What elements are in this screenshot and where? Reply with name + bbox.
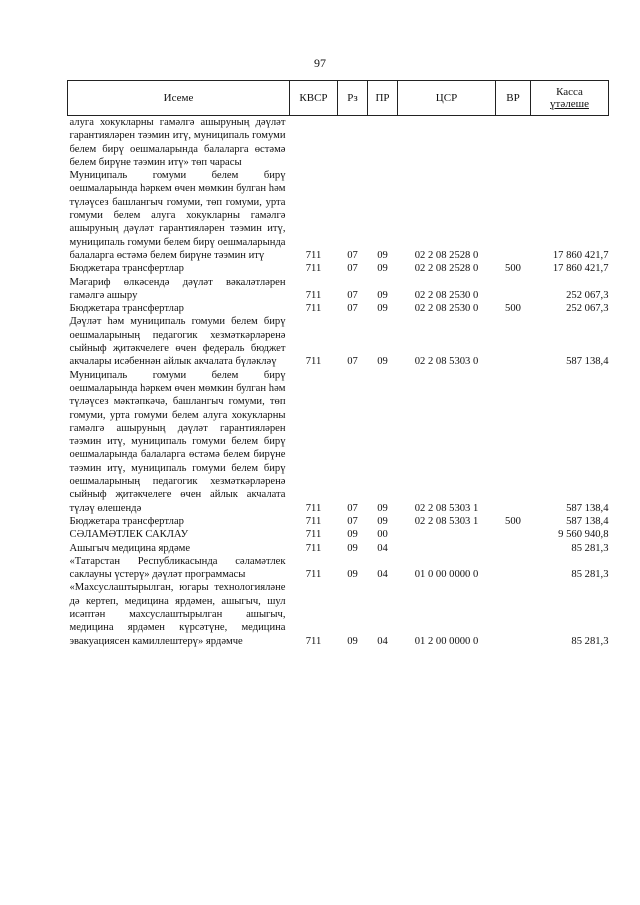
- header-pr: ПР: [368, 81, 398, 116]
- header-name: Исеме: [68, 81, 290, 116]
- cell-name: Ашыгыч медицина ярдәме: [69, 542, 191, 554]
- cell-pr: 09: [377, 249, 388, 261]
- cell-pr: [368, 116, 398, 170]
- cell-vr: [496, 276, 531, 303]
- header-csr: ЦСР: [398, 81, 496, 116]
- cell-amount: 9 560 940,8: [558, 529, 609, 541]
- cell-name: «Татарстан Республикасында сәламәтлек саклауны үстерү» дәүләт программасы: [69, 555, 286, 581]
- cell-kvsr: 711: [305, 569, 322, 581]
- table-header-row: [68, 81, 609, 116]
- table-row: [68, 369, 609, 515]
- cell-csr: 02 2 08 2530 0: [414, 303, 479, 315]
- header-kassa-line1: Касса: [556, 86, 583, 98]
- cell-vr: 500: [505, 263, 521, 275]
- cell-pr: 09: [377, 502, 388, 514]
- header-vr: ВР: [496, 81, 531, 116]
- cell-name: Бюджетара трансфертлар: [69, 263, 184, 275]
- table-row: [68, 262, 609, 275]
- cell-pr: 00: [377, 529, 388, 541]
- table-row: [68, 315, 609, 368]
- table-row: [68, 528, 609, 541]
- cell-rz: 07: [347, 289, 358, 301]
- cell-amount: 85 281,3: [571, 635, 609, 647]
- cell-name: Мәгариф өлкәсендә дәүләт вәкаләтләрен гамәлгә ашыру: [69, 276, 286, 301]
- cell-amount: 17 860 421,7: [552, 249, 609, 261]
- cell-kvsr: 711: [305, 502, 322, 514]
- cell-name: «Махсуслаштырылган, югары технологияләне дә кертеп, медицина ярдәмен, ашыгыч, шул исәптән махсуслаштырылган ашыгыч, медицина ярдәмен күрсәтүне, медицина эвакуациясен камиллештерү» ярдәмче: [69, 582, 286, 647]
- cell-vr: [496, 169, 531, 262]
- cell-csr: 02 2 08 2528 0: [414, 263, 479, 275]
- cell-vr: [496, 315, 531, 368]
- cell-rz: 07: [347, 356, 358, 368]
- cell-kvsr: 711: [305, 249, 322, 261]
- cell-amount: 252 067,3: [566, 289, 609, 301]
- header-kassa-line2: үтәлеше: [550, 98, 589, 110]
- cell-rz: 09: [347, 529, 358, 541]
- cell-amount: 587 138,4: [566, 502, 609, 514]
- cell-csr: 02 2 08 2530 0: [414, 289, 479, 301]
- cell-kvsr: [290, 116, 338, 170]
- cell-pr: 09: [377, 303, 388, 315]
- cell-amount: 587 138,4: [566, 356, 609, 368]
- cell-rz: 07: [347, 515, 358, 527]
- cell-pr: 09: [377, 356, 388, 368]
- cell-rz: 07: [347, 249, 358, 261]
- cell-vr: 500: [505, 515, 521, 527]
- cell-pr: 04: [377, 542, 388, 554]
- cell-csr: 02 2 08 5303 1: [414, 502, 479, 514]
- cell-vr: [496, 581, 531, 647]
- cell-rz: 07: [347, 303, 358, 315]
- cell-rz: 09: [347, 542, 358, 554]
- table-row: [68, 116, 609, 170]
- cell-amount: [531, 116, 609, 170]
- cell-kvsr: 711: [305, 515, 322, 527]
- cell-rz: 07: [347, 263, 358, 275]
- cell-vr: 500: [505, 303, 521, 315]
- cell-amount: 17 860 421,7: [552, 263, 609, 275]
- table-row: [68, 542, 609, 555]
- cell-name: Бюджетара трансфертлар: [69, 303, 184, 315]
- cell-amount: 252 067,3: [566, 303, 609, 315]
- cell-pr: 04: [377, 569, 388, 581]
- page-number: 97: [314, 56, 326, 70]
- cell-csr: 02 2 08 5303 0: [414, 356, 479, 368]
- cell-amount: 85 281,3: [571, 542, 609, 554]
- cell-name: СӘЛАМӘТЛЕК САКЛАУ: [69, 529, 189, 541]
- cell-kvsr: 711: [305, 635, 322, 647]
- cell-rz: 07: [347, 502, 358, 514]
- cell-kvsr: 711: [305, 529, 322, 541]
- cell-amount: 85 281,3: [571, 569, 609, 581]
- cell-vr: [496, 116, 531, 170]
- cell-rz: 09: [347, 569, 358, 581]
- cell-kvsr: 711: [305, 289, 322, 301]
- table-row: [68, 169, 609, 262]
- cell-vr: [496, 555, 531, 582]
- cell-pr: 04: [377, 635, 388, 647]
- cell-kvsr: 711: [305, 263, 322, 275]
- cell-name: Бюджетара трансфертлар: [69, 515, 184, 527]
- header-kvsr: КВСР: [290, 81, 338, 116]
- cell-kvsr: 711: [305, 356, 322, 368]
- cell-csr: 01 2 00 0000 0: [414, 635, 479, 647]
- table-row: [68, 581, 609, 647]
- cell-csr: 01 0 00 0000 0: [414, 569, 479, 581]
- cell-csr: [398, 528, 496, 541]
- table-row: [68, 515, 609, 528]
- cell-name: Дәүләт һәм муниципаль гомуми белем бирү оешмаларының педагогик хезмәткәрләренә сыйныф җитәкчелеге өчен федераль бюджет акчалары исәбеннән айлык акчалата бүләкләү: [69, 316, 286, 368]
- cell-name: алуга хокукларны гамәлгә ашыруның дәүләт гарантияләрен тәэмин итү, муниципаль гомуми белем бирү оешмаларында балаларга өстәмә белем бирүне тәэмин итү» төп чарасы: [69, 117, 286, 168]
- cell-vr: [496, 528, 531, 541]
- cell-rz: [338, 116, 368, 170]
- cell-csr: 02 2 08 2528 0: [414, 249, 479, 261]
- cell-name: Муниципаль гомуми белем бирү оешмаларында һәркем өчен мөмкин булган һәм түләүсез мәктәпкәчә, башлангыч гомуми, төп гомуми, урта гомуми белем алуга хокукларны гамәлгә ашыруның дәүләт гарантияләрен тәэмин итү, муниципаль гомуми белем бирү оешмаларында балаларга өстәмә белем бирүне тәэмин итү, муниципаль гомуми белем бирү оешмаларының педагогик хезмәткәрләренә сыйныф җитәкчелеге өчен айлык акчалата түләү өлешендә: [69, 369, 286, 514]
- cell-kvsr: 711: [305, 303, 322, 315]
- cell-csr: 02 2 08 5303 1: [414, 515, 479, 527]
- cell-name: Муниципаль гомуми белем бирү оешмаларында һәркем өчен мөмкин булган һәм түләүсез башлангыч гомуми, төп гомуми, урта гомуми белем алуга хокукларны гамәлгә ашыруның дәүләт гарантияләрен тәэмин итү, муниципаль гомуми белем бирү оешмаларында балаларга өстәмә белем бирүне тәэмин итү: [69, 170, 286, 261]
- table-row: [68, 555, 609, 582]
- cell-pr: 09: [377, 289, 388, 301]
- budget-table: [67, 80, 609, 648]
- cell-vr: [496, 542, 531, 555]
- cell-rz: 09: [347, 635, 358, 647]
- table-row: [68, 302, 609, 315]
- cell-amount: 587 138,4: [566, 515, 609, 527]
- cell-csr: [398, 116, 496, 170]
- cell-csr: [398, 542, 496, 555]
- cell-kvsr: 711: [305, 542, 322, 554]
- header-rz: Рз: [338, 81, 368, 116]
- header-kassa: [531, 81, 609, 116]
- cell-vr: [496, 369, 531, 515]
- cell-pr: 09: [377, 515, 388, 527]
- table-row: [68, 276, 609, 303]
- cell-pr: 09: [377, 263, 388, 275]
